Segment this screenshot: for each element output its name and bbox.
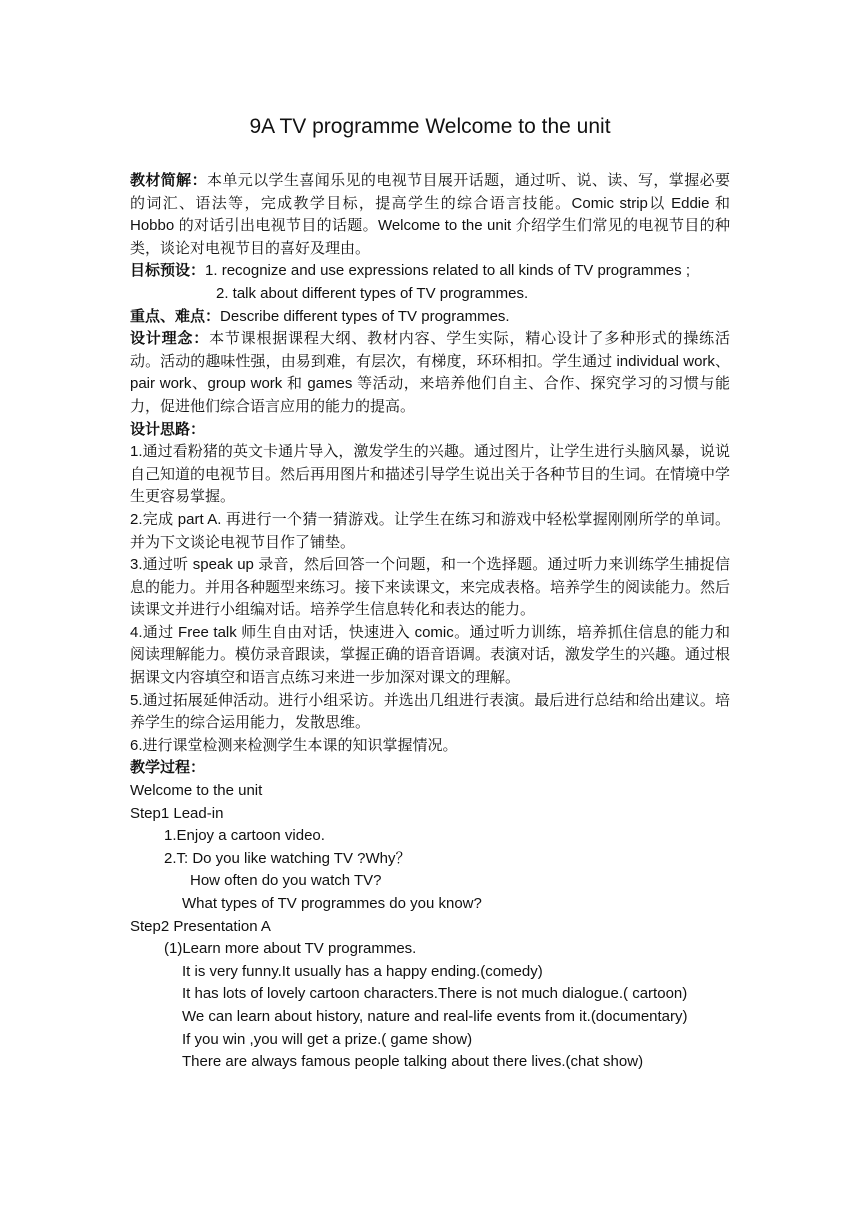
- step2-line: If you win ,you will get a prize.( game show): [182, 1030, 473, 1048]
- goal-item-2: 2. talk about different types of TV programmes.: [216, 284, 529, 302]
- key-points-paragraph: [130, 306, 730, 329]
- idea-item-6: 6.进行课堂检测来检测学生本课的知识掌握情况。: [130, 736, 458, 754]
- concept-paragraph: [130, 328, 730, 418]
- goals-label: 目标预设：: [130, 262, 206, 280]
- idea-item-2: 2.完成 part A. 再进行一个猜一猜游戏。让学生在练习和游戏中轻松掌握刚刚所学的单词。并为下文谈论电视节目作了铺垫。: [130, 510, 730, 551]
- step1-item-1: 1.Enjoy a cartoon video.: [164, 827, 325, 845]
- idea-item-1: 1.通过看粉猪的英文卡通片导入，激发学生的兴趣。通过图片，让学生进行头脑风暴，说说自己知道的电视节目。然后再用图片和描述引导学生说出关于各种节目的生词。在情境中学生更容易掌握。: [130, 443, 731, 506]
- overview-text: 本单元以学生喜闻乐见的电视节目展开话题，通过听、说、读、写，掌握必要的词汇、语法等，完成教学目标，提高学生的综合语言技能。Comic strip以 Eddie 和 Hobbo 的对话引出电视节目的话题。Welcome to the unit 介绍学生们常见的电视节目的种类，谈论对电视节目的喜好及理由。: [130, 172, 730, 257]
- ideas-label: 设计思路：: [130, 420, 206, 438]
- step2-heading: Step2 Presentation A: [130, 917, 271, 935]
- step2-line: It is very funny.It usually has a happy ending.(comedy): [182, 962, 543, 980]
- step1-question-1: How often do you watch TV?: [190, 872, 382, 890]
- document-body: [130, 170, 730, 1074]
- goal-item-1: 1. recognize and use expressions related to all kinds of TV programmes ;: [205, 262, 690, 280]
- concept-text: 本节课根据课程大纲、教材内容、学生实际，精心设计了多种形式的操练活动。活动的趣味性强，由易到难，有层次，有梯度，环环相扣。学生通过 individual work、pair work、group work 和 games 等活动，来培养他们自主、合作、探究学习的习惯与能力，促进他们综合语言应用的能力的提高。: [130, 330, 730, 415]
- step2-line: We can learn about history, nature and real-life events from it.(documentary): [182, 1007, 688, 1025]
- step2-line: It has lots of lovely cartoon characters.There is not much dialogue.( cartoon): [182, 985, 688, 1003]
- idea-item-5: 5.通过拓展延伸活动。进行小组采访。并选出几组进行表演。最后进行总结和给出建议。培养学生的综合运用能力，发散思维。: [130, 691, 730, 732]
- idea-item-3: 3.通过听 speak up 录音，然后回答一个问题，和一个选择题。通过听力来训练学生捕捉信息的能力。并用各种题型来练习。接下来读课文，来完成表格。培养学生的阅读能力。然后读课文并进行小组编对话。培养学生信息转化和表达的能力。: [130, 556, 731, 619]
- idea-item-4: 4.通过 Free talk 师生自由对话，快速进入 comic。通过听力训练，培养抓住信息的能力和阅读理解能力。模仿录音跟读，掌握正确的语音语调。表演对话，激发学生的兴趣。通过根据课文内容填空和语言点练习来进一步加深对课文的理解。: [130, 623, 731, 687]
- step1-heading: Step1 Lead-in: [130, 804, 224, 822]
- overview-label: 教材简解：: [130, 172, 207, 189]
- process-unit: Welcome to the unit: [130, 782, 263, 800]
- step2-line: There are always famous people talking about there lives.(chat show): [182, 1053, 644, 1071]
- document-title: 9A TV programme Welcome to the unit: [249, 115, 611, 138]
- step1-item-2: 2.T: Do you like watching TV ?Why？: [164, 849, 411, 867]
- goals-row: [130, 260, 730, 283]
- key-points-text: Describe different types of TV programmes.: [220, 307, 510, 325]
- concept-label: 设计理念：: [130, 330, 210, 348]
- step2-item-1: (1)Learn more about TV programmes.: [164, 940, 417, 958]
- key-points-label: 重点、难点：: [130, 307, 221, 325]
- step1-question-2: What types of TV programmes do you know?: [182, 895, 482, 912]
- overview-paragraph: [130, 170, 730, 260]
- process-label: 教学过程：: [130, 759, 206, 777]
